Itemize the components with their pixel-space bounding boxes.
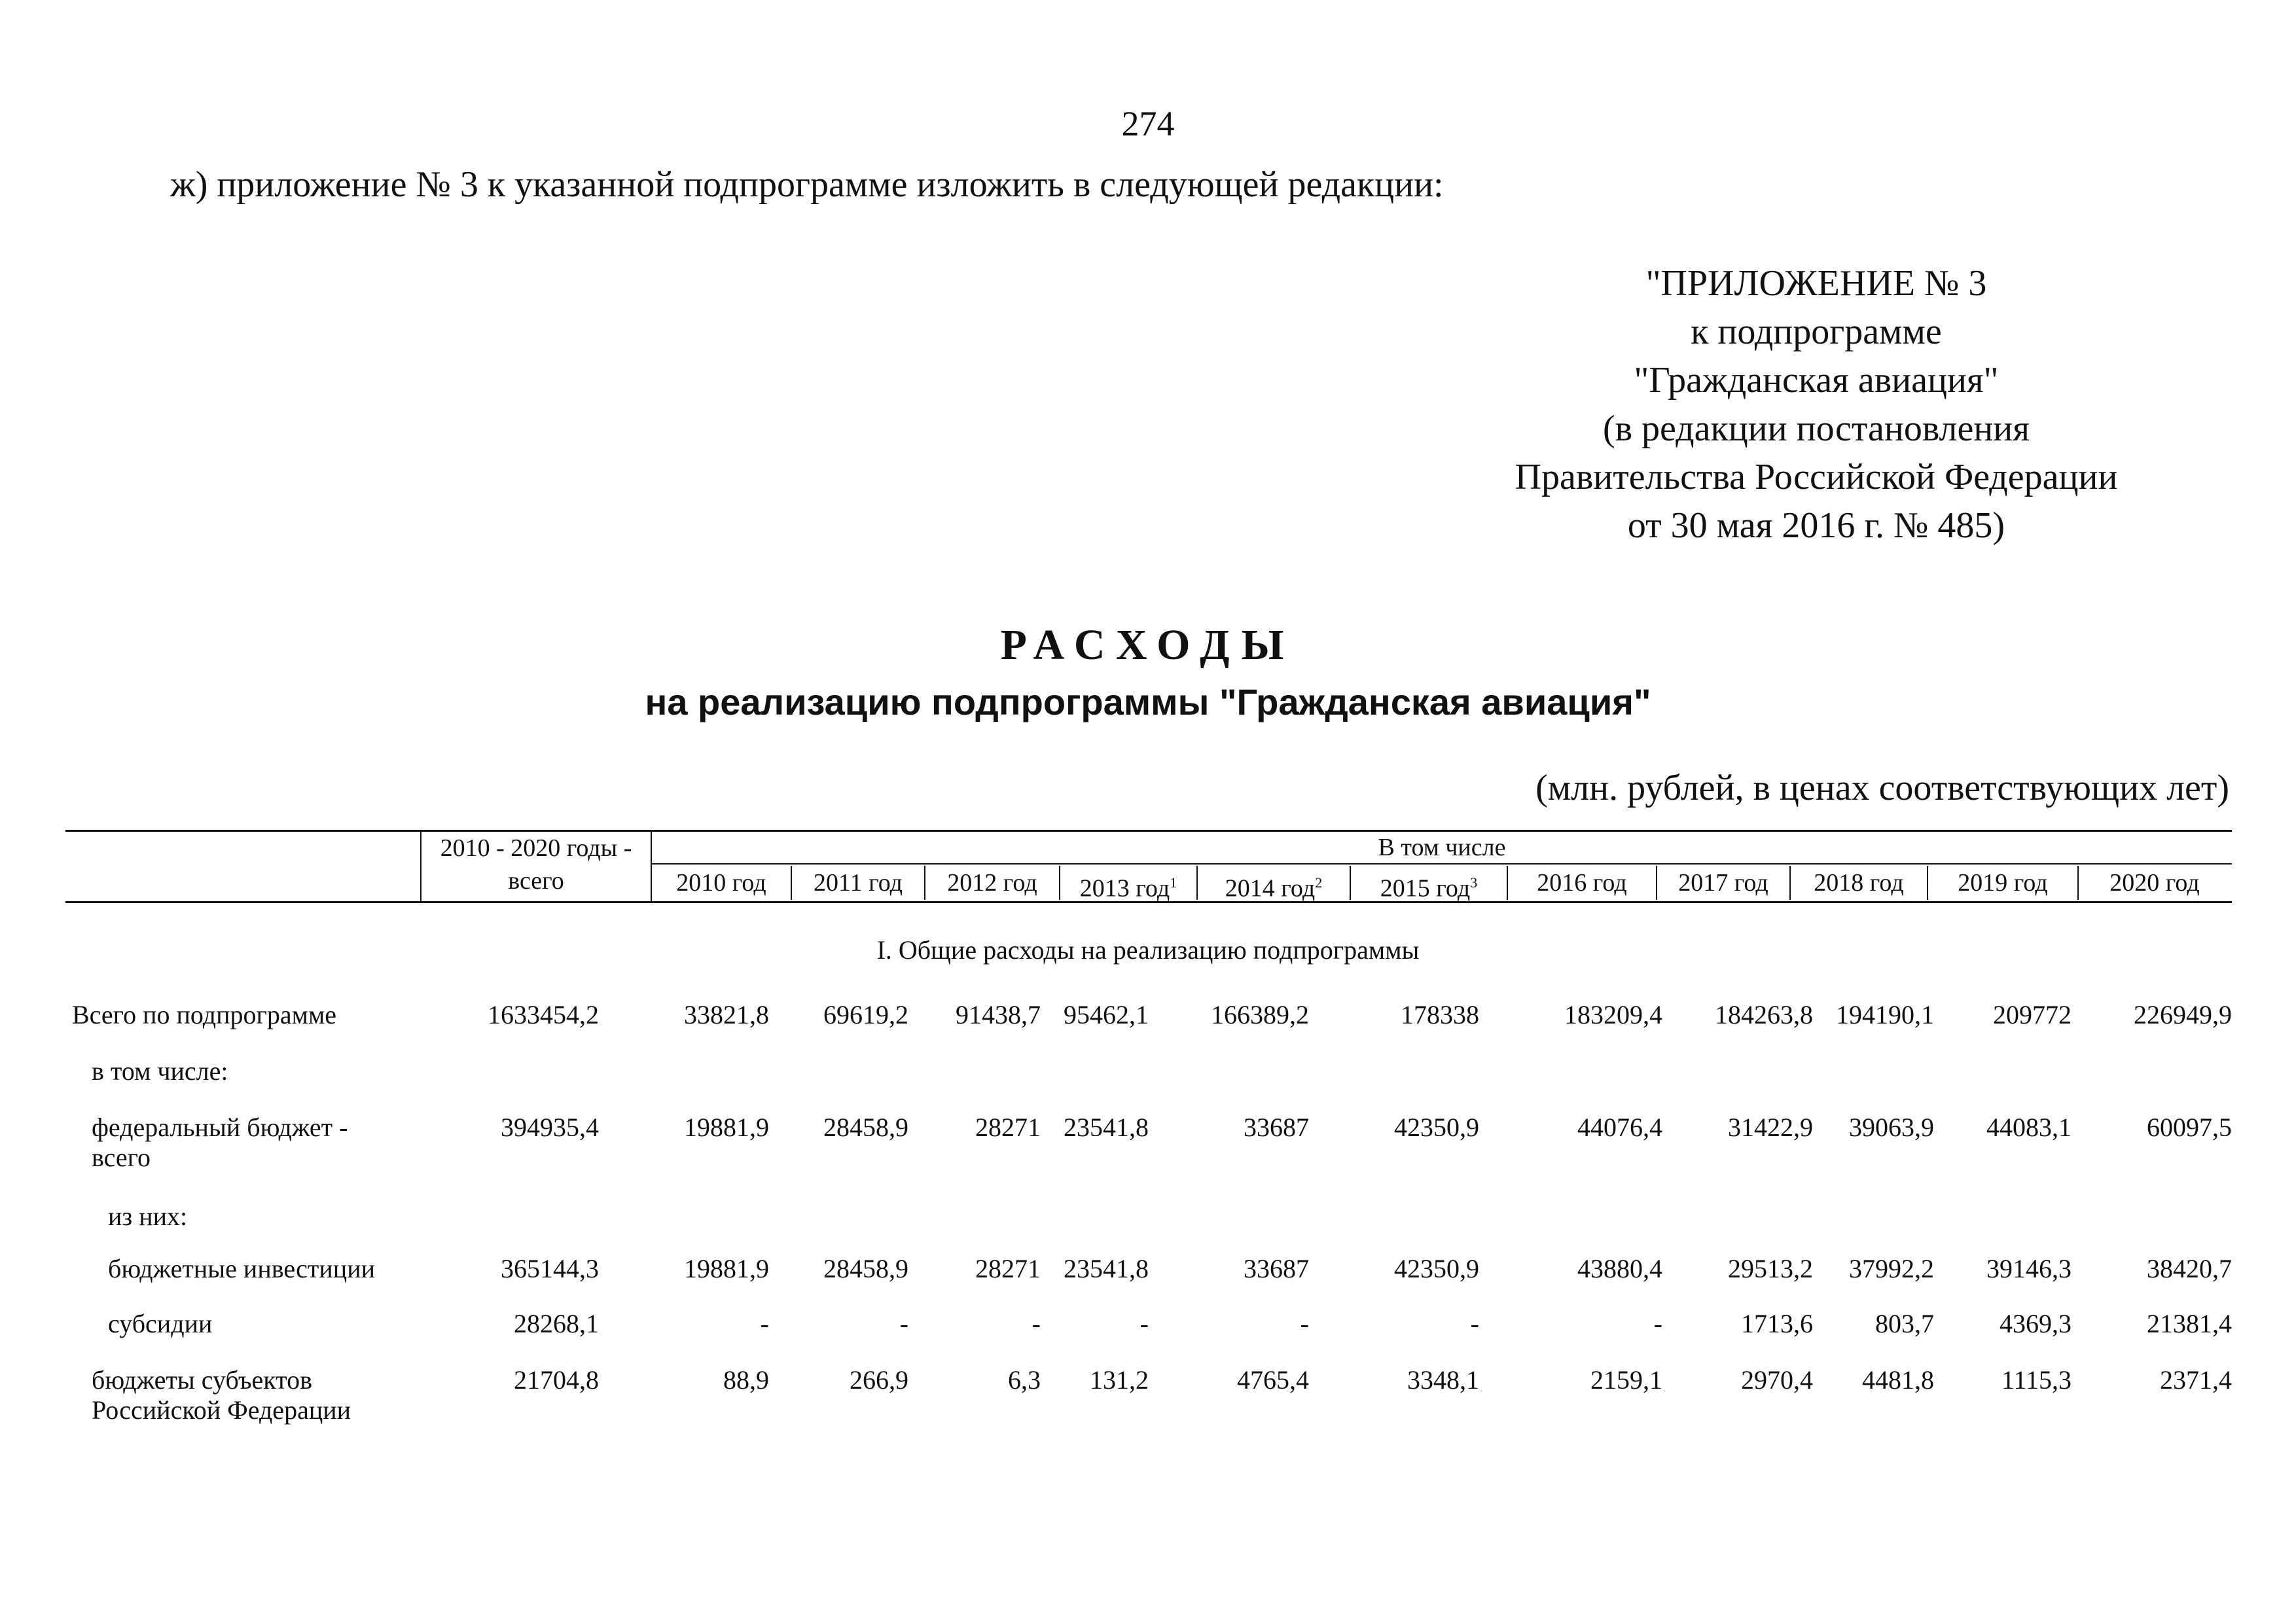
table-cell: 33821,8 [684, 1000, 769, 1029]
year-header [2079, 866, 2231, 900]
table-cell: 28458,9 [823, 1113, 908, 1142]
intro-text: ж) приложение № 3 к указанной подпрограмме изложить в следующей редакции: [170, 164, 1444, 205]
table-cell: 1713,6 [1741, 1309, 1813, 1338]
year-header [792, 866, 925, 900]
units-note: (млн. рублей, в ценах соответствующих лет) [1535, 768, 2229, 808]
table-cell: 1115,3 [2001, 1365, 2072, 1395]
table-cell: 43880,4 [1577, 1254, 1662, 1283]
year-label: 2010 год [676, 869, 766, 897]
row-label-line: субсидии [108, 1309, 213, 1338]
footnote-mark: 3 [1470, 874, 1478, 891]
table-cell: 19881,9 [684, 1113, 769, 1142]
table-cell: 166389,2 [1211, 1000, 1309, 1029]
row-label-line: бюджетные инвестиции [108, 1254, 376, 1283]
table-cell: - [1653, 1309, 1662, 1338]
table-cell: 39146,3 [1986, 1254, 2072, 1283]
table-cell: 60097,5 [2147, 1113, 2232, 1142]
year-label: 2015 год [1380, 874, 1471, 902]
year-label: 2019 год [1958, 869, 2048, 897]
table-cell: 226949,9 [2134, 1000, 2232, 1029]
year-header [1351, 866, 1508, 900]
footnote-mark: 2 [1315, 874, 1323, 891]
year-header [1508, 866, 1657, 900]
row-label-line: Российской Федерации [92, 1395, 351, 1425]
row-label-line: федеральный бюджет - [92, 1113, 348, 1142]
table-header [65, 830, 2232, 903]
table-cell: 6,3 [1008, 1365, 1041, 1395]
footnote-mark: 1 [1170, 874, 1177, 891]
year-header [1060, 866, 1198, 900]
row-label [92, 1113, 348, 1173]
table-cell: 178338 [1401, 1000, 1479, 1029]
group-header: В том числе [652, 832, 2232, 865]
table-cell: 23541,8 [1064, 1113, 1149, 1142]
year-header [1928, 866, 2079, 900]
total-header-line: всего [508, 867, 564, 895]
table-cell: 183209,4 [1564, 1000, 1662, 1029]
year-label: 2018 год [1814, 869, 1904, 897]
year-header [1791, 866, 1928, 900]
row-label-line: всего [92, 1143, 151, 1172]
table-cell: 394935,4 [501, 1113, 599, 1142]
year-label: 2017 год [1678, 869, 1768, 897]
table-cell: - [899, 1309, 908, 1338]
document-subtitle: на реализацию подпрограммы "Гражданская авиация" [645, 681, 1651, 722]
total-column-header [420, 832, 652, 901]
year-label: 2013 год [1079, 874, 1170, 902]
table-cell: 91438,7 [956, 1000, 1041, 1029]
appendix-line: "Гражданская авиация" [1634, 360, 1999, 401]
table-cell: 21704,8 [514, 1365, 599, 1395]
table-cell: 44076,4 [1577, 1113, 1662, 1142]
table-cell: 95462,1 [1064, 1000, 1149, 1029]
table-cell: 31422,9 [1728, 1113, 1813, 1142]
appendix-line: "ПРИЛОЖЕНИЕ № 3 [1645, 263, 1987, 304]
table-cell: 2970,4 [1741, 1365, 1813, 1395]
table-cell: 33687 [1244, 1254, 1309, 1283]
document-title: РАСХОДЫ [1000, 621, 1296, 669]
table-cell: 37992,2 [1849, 1254, 1934, 1283]
appendix-line: к подпрограмме [1691, 312, 1942, 352]
appendix-line: Правительства Российской Федерации [1515, 457, 2118, 497]
section-title: I. Общие расходы на реализацию подпрограммы [876, 935, 1420, 965]
table-cell: 1633454,2 [488, 1000, 599, 1029]
table-cell: 4369,3 [2000, 1309, 2072, 1338]
year-header [1198, 866, 1351, 900]
table-cell: - [1470, 1309, 1479, 1338]
row-label [108, 1202, 187, 1232]
row-label [92, 1056, 228, 1086]
table-cell: 28268,1 [514, 1309, 599, 1338]
row-label [72, 1000, 336, 1030]
table-cell: 19881,9 [684, 1254, 769, 1283]
table-cell: - [1300, 1309, 1309, 1338]
year-label: 2014 год [1225, 874, 1316, 902]
table-cell: 209772 [1993, 1000, 2072, 1029]
table-cell: 42350,9 [1394, 1113, 1479, 1142]
year-header [652, 866, 792, 900]
table-cell: 88,9 [723, 1365, 769, 1395]
year-label: 2020 год [2109, 869, 2200, 897]
row-label-line: бюджеты субъектов [92, 1365, 313, 1395]
year-label: 2011 год [814, 869, 903, 897]
year-header [1657, 866, 1791, 900]
table-cell: - [1031, 1309, 1041, 1338]
total-header-line: 2010 - 2020 годы - [440, 834, 632, 862]
table-cell: 2371,4 [2160, 1365, 2232, 1395]
table-cell: - [760, 1309, 769, 1338]
page-number: 274 [1121, 104, 1175, 143]
year-label: 2016 год [1537, 869, 1627, 897]
table-cell: 4765,4 [1237, 1365, 1309, 1395]
table-cell: 3348,1 [1407, 1365, 1479, 1395]
row-label-line: Всего по подпрограмме [72, 1000, 337, 1029]
appendix-header [1473, 259, 2160, 550]
table-cell: 29513,2 [1728, 1254, 1813, 1283]
table-cell: 2159,1 [1590, 1365, 1662, 1395]
table-cell: 28271 [975, 1254, 1041, 1283]
table-cell: 33687 [1244, 1113, 1309, 1142]
table-cell: 23541,8 [1064, 1254, 1149, 1283]
table-cell: 28271 [975, 1113, 1041, 1142]
row-label-line: в том числе: [92, 1056, 228, 1086]
row-label [92, 1365, 351, 1425]
table-cell: 44083,1 [1986, 1113, 2072, 1142]
table-cell: 194190,1 [1836, 1000, 1934, 1029]
table-cell: 39063,9 [1849, 1113, 1934, 1142]
table-cell: 131,2 [1090, 1365, 1149, 1395]
row-label [108, 1309, 212, 1339]
table-cell: 38420,7 [2147, 1254, 2232, 1283]
table-cell: 365144,3 [501, 1254, 599, 1283]
year-label: 2012 год [947, 869, 1037, 897]
year-header [925, 866, 1060, 900]
appendix-line: (в редакции постановления [1602, 408, 2030, 449]
table-cell: 69619,2 [823, 1000, 908, 1029]
table-cell: 266,9 [850, 1365, 908, 1395]
appendix-line: от 30 мая 2016 г. № 485) [1627, 505, 2005, 546]
table-cell: 28458,9 [823, 1254, 908, 1283]
table-cell: 4481,8 [1862, 1365, 1934, 1395]
table-cell: - [1139, 1309, 1149, 1338]
table-cell: 42350,9 [1394, 1254, 1479, 1283]
row-label-line: из них: [108, 1202, 188, 1231]
table-cell: 184263,8 [1715, 1000, 1813, 1029]
row-label [108, 1254, 375, 1284]
table-cell: 21381,4 [2147, 1309, 2232, 1338]
table-cell: 803,7 [1875, 1309, 1934, 1338]
